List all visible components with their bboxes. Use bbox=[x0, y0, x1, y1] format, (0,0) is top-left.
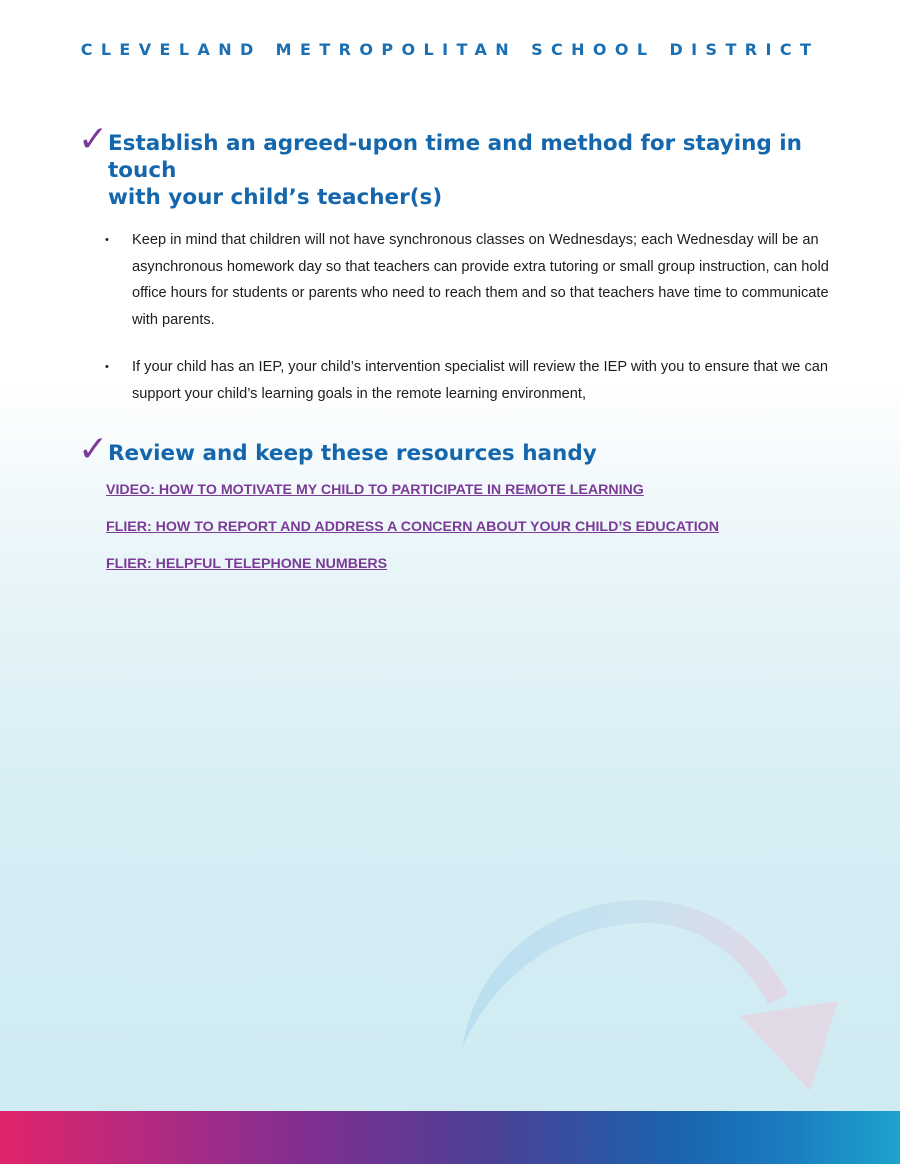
curved-arrow-icon bbox=[450, 880, 850, 1110]
bullet-list bbox=[78, 227, 838, 407]
section-resources bbox=[78, 429, 838, 592]
check-icon: ✓ bbox=[78, 119, 109, 160]
bullet-text: Keep in mind that children will not have synchronous classes on Wednesdays; each Wednesday will be an asynchronous homework day so that teachers can provide extra tutoring or small group instruction, can hold office hours for students or parents who need to reach them and so that teachers have time to communicate with parents. bbox=[132, 232, 829, 329]
bottom-gradient-bar bbox=[0, 1111, 900, 1164]
section-heading-row bbox=[78, 119, 838, 211]
link-flier-report-concern[interactable]: FLIER: HOW TO REPORT AND ADDRESS A CONCERN ABOUT YOUR CHILD’S EDUCATION bbox=[106, 519, 719, 535]
bullet-icon: • bbox=[105, 360, 109, 373]
heading-line-1: Review and keep these resources handy bbox=[108, 441, 597, 466]
bullet-icon: • bbox=[105, 234, 109, 246]
section-stay-in-touch bbox=[78, 119, 838, 427]
list-item bbox=[104, 227, 838, 334]
heading-line-2: with your child’s teacher(s) bbox=[108, 185, 443, 210]
resource-links bbox=[78, 481, 838, 573]
link-flier-telephone-numbers[interactable]: FLIER: HELPFUL TELEPHONE NUMBERS bbox=[106, 556, 388, 572]
section-heading bbox=[108, 440, 838, 467]
bullet-text: If your child has an IEP, your child’s intervention specialist will review the IEP with you to ensure that we can support your child’s learning goals in the remote learning environment, bbox=[132, 358, 828, 402]
section-heading bbox=[108, 130, 838, 211]
section-heading-row bbox=[78, 429, 838, 470]
list-item bbox=[104, 354, 838, 407]
district-header: CLEVELAND METROPOLITAN SCHOOL DISTRICT bbox=[80, 40, 820, 59]
heading-line-1: Establish an agreed-upon time and method for staying in touch bbox=[108, 131, 802, 183]
check-icon: ✓ bbox=[78, 429, 109, 470]
link-video-motivate[interactable]: VIDEO: HOW TO MOTIVATE MY CHILD TO PARTICIPATE IN REMOTE LEARNING bbox=[106, 482, 644, 498]
